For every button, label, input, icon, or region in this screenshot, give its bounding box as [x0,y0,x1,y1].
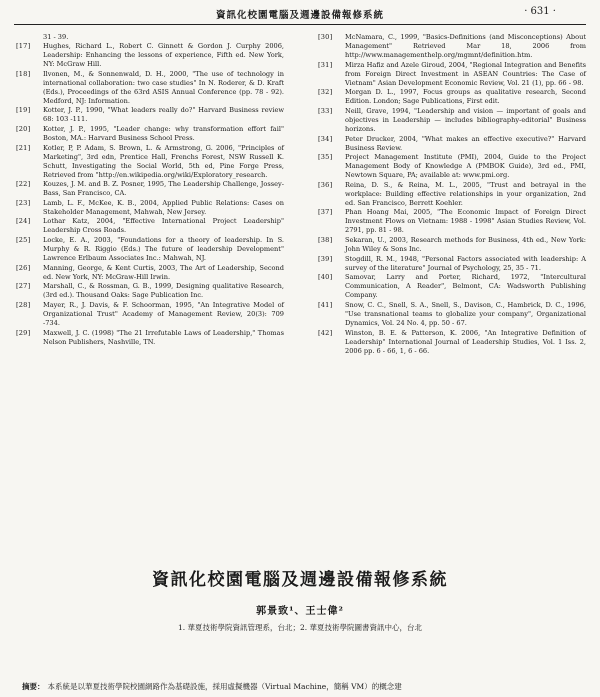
reference-entry [318,273,586,300]
reference-number: [29] [16,328,31,337]
reference-entry [16,236,284,263]
article-title: 資訊化校園電腦及週邊設備報修系統 [152,570,448,590]
page-header [0,0,600,26]
reference-entry [318,135,586,153]
references-left-column [16,33,284,347]
reference-number: [30] [318,33,333,41]
reference-entry [318,208,586,235]
reference-number: [28] [16,300,31,309]
abstract-text: 本系統是以華夏技術學院校園網路作為基礎設施，採用虛擬機器（Virtual Machine，簡稱 VM）的概念建 [47,682,402,691]
reference-entry [16,144,284,180]
reference-entry [16,180,284,198]
reference-number: [35] [318,153,333,162]
header-rule [14,24,586,25]
reference-number: [40] [318,273,333,282]
reference-number: [23] [16,198,31,207]
reference-number: [37] [318,208,333,217]
reference-number: [17] [16,42,31,51]
article-affiliation: 1. 華夏技術學院資訊管理系，台北；2. 華夏技術學院圖書資訊中心，台北 [177,623,423,632]
reference-entry [16,199,284,217]
reference-number: [31] [318,60,333,69]
reference-number: [38] [318,236,333,245]
reference-entry [318,236,586,254]
reference-text: Kotter, J. P., 1995, "Leader change: why transformation effort fail" Boston, MA.: Harvard Business School Press. [43,124,284,143]
reference-entry [318,61,586,88]
reference-entry [318,107,586,134]
reference-continuation: 31 - 39. [43,33,69,41]
reference-entry [318,153,586,180]
reference-entry [16,106,284,124]
reference-number: [25] [16,236,31,245]
reference-number: [36] [318,180,333,189]
article-authors: 郭景致¹、王士偉² [256,606,344,617]
reference-number: [39] [318,254,333,263]
reference-text: Maxwell, J. C. (1998) "The 21 Irrefutable Laws of Leadership," Thomas Nelson Publishers, Nashville, TN. [43,328,284,346]
reference-entry [318,88,586,106]
reference-text: Kotler, P, P. Adam, S. Brown, L. & Armstrong, G. 2006, "Principles of Marketing", 3rd edn, Prentice Hall, Frenchs Forest, NSW Russell K. Schutt, Investigating the Social World, 5th ed, Pine Forge Press, Retrieved from "http://en.wikipedia.org/wiki/Exploratory_research. [43,143,284,179]
reference-entry [16,329,284,347]
references-right-column [318,33,586,356]
reference-text: Mirza Hafiz and Azele Giroud, 2004, "Regional Integration and Benefits from Foreign Direct Investment in ASEAN Countries: The Case of Vietnam" Asian Development Economic Review, Vol. 21 (1), pp. 66 - 98. [345,60,586,87]
reference-text: Neill, Grave, 1994, "Leadership and vision — important of goals and objectives in Leadership — includes bibliography-editorial" Business horizons. [345,106,586,133]
reference-number: [42] [318,328,333,337]
reference-entry [16,217,284,235]
reference-text: Ilvonen, M., & Sonnenwald, D. H., 2000, "The use of technology in international collaboration: two case studies" In N. Roderer, & D. Kraft (Eds.), Proceedings of the 63rd ASIS Annual Conference (pp. 78 - 92). Medford, NJ: Information. [43,69,284,105]
reference-entry [318,329,586,356]
reference-entry [16,125,284,143]
reference-number: [26] [16,263,31,272]
reference-entry [318,181,586,208]
reference-text: Samovar, Larry and Porter, Richard, 1972, "Intercultural Communication, A Reader", Belmont, CA: Wadsworth Publishing Company. [345,273,586,300]
reference-text: Lothar Katz, 2004, "Effective International Project Leadership" Leadership Cross Roads. [43,217,284,235]
reference-text: Phan Hoang Mai, 2005, "The Economic Impact of Foreign Direct Investment Flows on Vietnam: 1988 - 1998" Asian Studies Review, Vol. 2791, pp. 81 - 98. [345,208,586,235]
article-heading [0,565,600,633]
reference-entry [318,33,586,60]
reference-number: [24] [16,217,31,226]
reference-entry [16,70,284,106]
reference-text: Lamb, L. F., McKee, K. B., 2004, Applied Public Relations: Cases on Stakeholder Management, Mahwah, New Jersey. [43,198,284,216]
reference-text: Manning, George, & Kent Curtis, 2003, The Art of Leadership, Second ed. New York, NY: McGraw-Hill Irwin. [43,263,284,281]
reference-number: [32] [318,88,333,97]
reference-number: [19] [16,106,31,115]
reference-text: Marshall, C., & Rossman, G. B., 1999, Designing qualitative Research, (3rd ed.). Thousand Oaks: Sage Publication Inc. [43,282,284,300]
reference-text: Winston, B. E. & Patterson, K. 2006, "An Integrative Definition of Leadership" International Journal of Leadership Studies, Vol. 1 Iss. 2, 2006 pp. 6 - 66, 1, 6 - 66. [345,328,586,355]
reference-text: Sekaran, U., 2003, Research methods for Business, 4th ed., New York: John Wiley & Sons Inc. [345,236,586,254]
reference-text: Peter Drucker, 2004, "What makes an effective executive?" Harvard Business Review. [345,134,586,152]
reference-text: McNamara, C., 1999, "Basics-Definitions (and Misconceptions) About Management" Retrieved Mar 18, 2006 from http://www.managementhelp.org/mgmnt/definition.htm. [345,33,586,60]
reference-text: Stogdill, R. M., 1948, "Personal Factors associated with leadership: A survey of the literature" Journal of Psychology, 25, 35 - 71. [345,254,586,272]
reference-entry [16,42,284,69]
reference-text: Hughes, Richard L., Robert C. Ginnett & Gordon J. Curphy 2006, Leadership: Enhancing the lessons of experience, Fifth ed. New York, NY: McGraw Hill. [43,42,284,69]
page-number: · 631 · [524,6,556,17]
reference-number: [20] [16,124,31,133]
abstract-label: 摘要： [22,682,45,691]
running-title: 資訊化校園電腦及週邊設備報修系統 [215,10,384,21]
reference-number: [41] [318,300,333,309]
reference-entry [16,264,284,282]
reference-number: [18] [16,69,31,78]
reference-text: Mayer, R., J. Davis, & F. Schoorman, 1995, "An Integrative Model of Organizational Trust" Academy of Management Review, 20(3): 709 -734. [43,300,284,327]
reference-entry [16,301,284,328]
reference-text: Kouzes, J. M. and B. Z. Posner, 1995, The Leadership Challenge, Jossey-Bass, San Francisco, CA. [43,180,284,198]
reference-number: [27] [16,282,31,291]
reference-text: Morgan D. L., 1997, Focus groups as qualitative research, Second Edition. London; Sage Publications, First edit. [345,88,586,106]
reference-text: Project Management Institute (PMI), 2004, Guide to the Project Management Body of Knowledge A (PMBOK Guide), 3rd ed., PMI, Newtown Square, PA; available at: www.pmi.org. [345,153,586,180]
reference-number: [33] [318,106,333,115]
reference-text: Kotter, J. P., 1990, "What leaders really do?" Harvard Business review 68: 103 -111. [43,106,284,124]
reference-entry [318,301,586,328]
reference-text: Reina, D. S., & Reina, M. L., 2005, "Trust and betrayal in the workplace: Building effective relationships in your organization, 2nd ed. San Francisco, Berrett Koehler. [345,180,586,207]
reference-text: Snow, C. C., Snell, S. A., Snell, S., Davison, C., Hambrick, D. C., 1996, "Use transnational teams to globalize your company", Organizational Dynamics, Vol. 24 No. 4, pp. 50 - 67. [345,300,586,327]
abstract [22,681,586,692]
reference-number: [22] [16,180,31,189]
reference-text: Locke, E. A., 2003, "Foundations for a theory of leadership. In S. Murphy & R. Riggio (Eds.) The future of leadership Development" Lawrence Erlbaum Associates Inc.: Mahwah, NJ. [43,236,284,263]
reference-number: [34] [318,134,333,143]
reference-entry [16,282,284,300]
reference-number: [21] [16,143,31,152]
reference-entry [318,255,586,273]
